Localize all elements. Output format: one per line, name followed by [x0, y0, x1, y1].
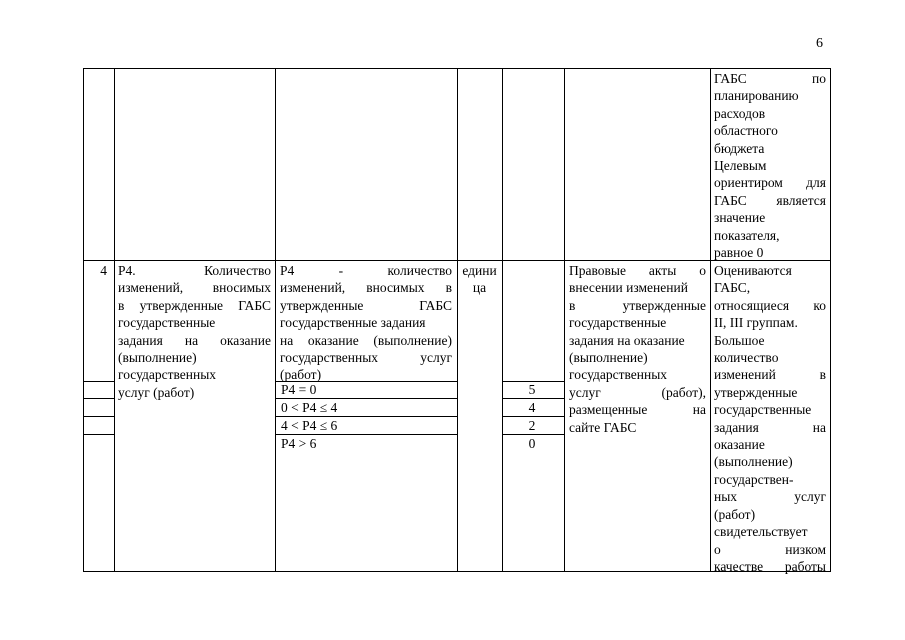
- col-border: [710, 68, 711, 572]
- condition-1: Р4 = 0: [281, 382, 317, 397]
- score-1: 5: [528, 382, 536, 397]
- score-2: 4: [528, 400, 536, 415]
- condition-2: 0 < Р4 ≤ 4: [281, 400, 338, 415]
- condition-3: 4 < Р4 ≤ 6: [281, 418, 338, 433]
- condition-4: Р4 > 6: [281, 436, 317, 451]
- subrow-line: [83, 398, 114, 399]
- unit-of-measure: едини ца: [462, 263, 497, 296]
- score-4: 0: [528, 436, 536, 451]
- indicator-formula: Р4 - количество изменений, вносимых в утвержденные ГАБС государственные задания на оказание (выполнение) государственных услуг (работ): [280, 263, 452, 383]
- col-border: [830, 68, 831, 572]
- col-border: [564, 68, 565, 572]
- col-border: [457, 68, 458, 572]
- row-number: 4: [100, 263, 107, 278]
- subrow-line: [83, 416, 114, 417]
- page-number: 6: [816, 36, 823, 51]
- indicator-name: Р4. Количество изменений, вносимых в утвержденные ГАБС государственные задания на оказание (выполнение) государственных услуг (работ): [118, 263, 271, 400]
- subrow-line: [83, 381, 114, 382]
- col-border: [83, 68, 84, 572]
- col-border: [502, 68, 503, 572]
- top-row-comment: ГАБС по планированию расходов областного бюджета Целевым ориентиром для ГАБС является значение показателя, равное 0: [714, 71, 826, 261]
- score-3: 2: [528, 418, 536, 433]
- data-source: Правовые акты о внесении изменений в утвержденные государственные задания на оказание (выполнение) государственных услуг (работ), размещенные на сайте ГАБС: [569, 263, 706, 435]
- col-border: [275, 68, 276, 572]
- subrow-line: [83, 434, 114, 435]
- col-border: [114, 68, 115, 572]
- comment: Оцениваются ГАБС, относящиеся ко II, III группам. Большое количество изменений в утвержденные государственные задания на оказание (выполнение) государствен- ных услуг (работ) свидетельствует о низком качестве работы: [714, 263, 826, 574]
